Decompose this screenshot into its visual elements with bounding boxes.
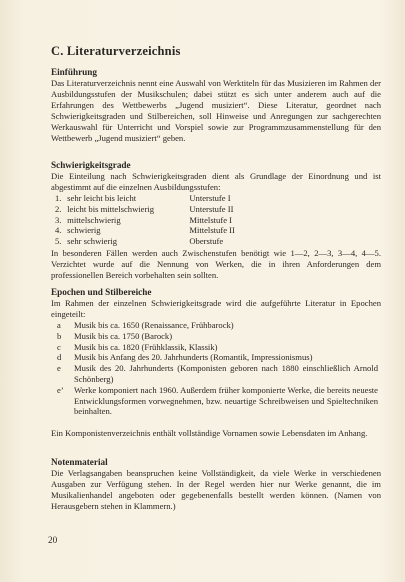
epoch-item xyxy=(51,320,381,331)
schwierigkeitsgrade-intro: Die Einteilung nach Schwierigkeitsgraden dient als Grundlage der Einordnung und ist abgestimmt auf die einzelnen Ausbildungsstufen: xyxy=(51,171,381,193)
epoch-letter: d xyxy=(57,352,62,363)
heading-einfuehrung: Einführung xyxy=(51,67,97,77)
level-number: 4. xyxy=(55,225,62,236)
epoch-text: Musik bis Anfang des 20. Jahrhunderts (Romantik, Impressionismus) xyxy=(74,352,313,363)
epochen-intro: Im Rahmen der einzelnen Schwierigkeitsgrade wird die aufgeführte Literatur in Epochen eingeteilt: xyxy=(51,298,381,320)
epoch-text: Werke komponiert nach 1960. Außerdem früher komponierte Werke, die bereits neueste Entwicklungsformen vorwegnehmen, bzw. neuartige Schreibweisen und Spieltechniken beinhalten. xyxy=(74,384,378,417)
difficulty-level xyxy=(51,193,235,204)
epoch-letter: e xyxy=(57,363,61,374)
difficulty-level xyxy=(51,215,235,226)
level-label: leicht bis mittelschwierig xyxy=(67,203,155,214)
level-number: 5. xyxy=(55,236,62,247)
epoch-item xyxy=(51,352,381,363)
difficulty-level xyxy=(51,204,235,215)
level-label: schwierig xyxy=(67,225,101,236)
epoch-text: Musik bis ca. 1820 (Frühklassik, Klassik) xyxy=(74,341,218,352)
level-label: sehr schwierig xyxy=(67,236,118,247)
level-number: 1. xyxy=(55,193,62,203)
einfuehrung-text: Das Literaturverzeichnis nennt eine Auswahl von Werktiteln für das Musizieren im Rahmen der Ausbildungsstufen der Musikschulen; dabei stützt es sich unter anderem auch auf die Erfahrungen des Wettbewerbs „Jugend musiziert“. Diese Literatur, geordnet nach Schwierigkeitsgraden und Stilbereichen, soll Hinweise und Anregungen zur sachgerechten Werkauswahl für Unterricht und Vorspiel sowie zur Programmzusammenstellung für den Wettbewerb „Jugend musiziert“ geben. xyxy=(51,78,381,144)
epoch-item xyxy=(51,331,381,342)
epoch-text: Musik bis ca. 1650 (Renaissance, Frühbarock) xyxy=(74,320,234,330)
epoch-text: Musik des 20. Jahrhunderts (Komponisten geboren nach 1880 einschließlich Arnold Schönberg) xyxy=(74,363,378,384)
notenmaterial-text: Die Verlagsangaben beanspruchen keine Vollständigkeit, da viele Werke in verschiedenen Ausgaben zur Verfügung stehen. In der Regel werden hier nur Werke genannt, die im Musikalienhandel angeboten oder gegebenenfalls bestellt werden können. (Namen von Herausgebern stehen in Klammern.) xyxy=(51,468,381,512)
heading-notenmaterial: Notenmaterial xyxy=(51,457,108,467)
level-number: 2. xyxy=(55,203,62,214)
level-label: mittelschwierig xyxy=(67,214,121,225)
heading-epochen: Epochen und Stilbereiche xyxy=(51,287,152,297)
epoch-item xyxy=(51,385,381,417)
epoch-list xyxy=(51,320,381,417)
epoch-letter: b xyxy=(57,330,62,341)
epoch-item xyxy=(51,342,381,353)
level-number: 3. xyxy=(55,214,62,225)
level-grade: Mittelstufe II xyxy=(189,225,235,236)
difficulty-level-list xyxy=(51,193,235,247)
level-grade: Oberstufe xyxy=(189,236,224,247)
page-number: 20 xyxy=(48,535,58,545)
difficulty-level xyxy=(51,236,235,247)
epoch-letter: a xyxy=(57,320,61,330)
epoch-letter: e’ xyxy=(57,384,64,395)
epoch-text: Musik bis ca. 1750 (Barock) xyxy=(74,330,173,341)
section-title: C. Literaturverzeichnis xyxy=(51,44,181,58)
epochen-outro: Ein Komponistenverzeichnis enthält vollständige Vornamen sowie Lebensdaten im Anhang. xyxy=(51,428,368,438)
epoch-letter: c xyxy=(57,341,61,352)
level-grade: Unterstufe I xyxy=(189,193,231,203)
heading-schwierigkeitsgrade: Schwierigkeitsgrade xyxy=(51,160,131,170)
schwierigkeitsgrade-outro: In besonderen Fällen werden auch Zwischenstufen benötigt wie 1—2, 2—3, 3—4, 4—5. Verzichtet wurde auf die Nennung von Werken, die in ihren Anforderungen dem professionellen Bereich vorbehalten sein sollten. xyxy=(51,248,381,281)
level-grade: Mittelstufe I xyxy=(189,214,233,225)
level-grade: Unterstufe II xyxy=(189,203,234,214)
difficulty-level xyxy=(51,225,235,236)
epoch-item xyxy=(51,363,381,385)
level-label: sehr leicht bis leicht xyxy=(67,193,137,203)
